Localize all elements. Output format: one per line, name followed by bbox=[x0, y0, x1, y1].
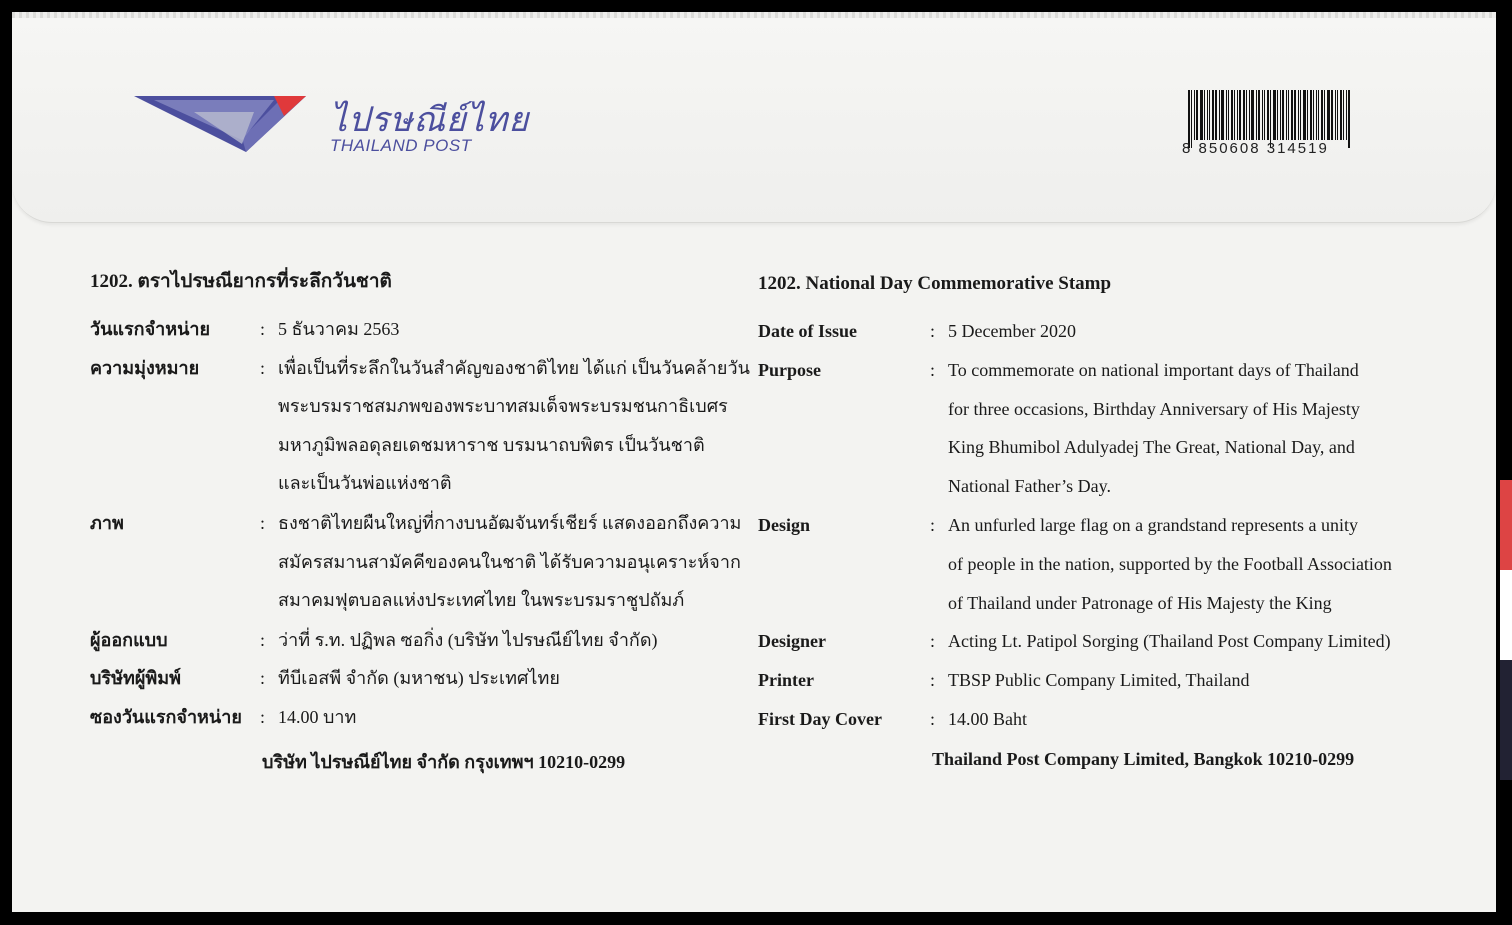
colon-separator: : bbox=[930, 359, 936, 380]
barcode-bar bbox=[1340, 90, 1342, 140]
detail-value-line: มหาภูมิพลอดุลยเดชมหาราช บรมนาถบพิตร เป็นวันชาติ bbox=[278, 434, 705, 455]
barcode-bar bbox=[1231, 90, 1233, 140]
detail-row bbox=[90, 504, 740, 620]
envelope-back bbox=[12, 12, 1496, 912]
barcode bbox=[1182, 90, 1360, 166]
detail-value bbox=[948, 661, 1448, 700]
detail-row bbox=[90, 698, 740, 737]
barcode-bar bbox=[1215, 90, 1217, 140]
barcode-bar bbox=[1228, 90, 1229, 140]
barcode-bar bbox=[1277, 90, 1278, 140]
detail-row bbox=[90, 659, 740, 698]
stamp-edge-strip bbox=[1500, 480, 1512, 780]
detail-value-line: An unfurled large flag on a grandstand represents a unity bbox=[948, 514, 1359, 535]
barcode-bar bbox=[1288, 90, 1289, 140]
envelope-flap bbox=[12, 12, 1496, 223]
barcode-bar bbox=[1273, 90, 1276, 140]
detail-value bbox=[278, 659, 740, 698]
barcode-bar bbox=[1303, 90, 1306, 140]
detail-value bbox=[948, 506, 1448, 622]
detail-value-line: ว่าที่ ร.ท. ปฏิพล ซอกิ่ง (บริษัท ไปรษณีย์ไทย จำกัด) bbox=[278, 629, 658, 650]
barcode-bar bbox=[1239, 90, 1241, 140]
detail-value-line: 5 ธันวาคม 2563 bbox=[278, 319, 400, 339]
flap-edge-texture bbox=[12, 12, 1496, 18]
thai-column bbox=[90, 262, 750, 776]
detail-value-line: ทีบีเอสพี จำกัด (มหาชน) ประเทศไทย bbox=[278, 668, 560, 689]
colon-separator: : bbox=[930, 708, 936, 729]
barcode-bar bbox=[1194, 90, 1195, 140]
barcode-bar bbox=[1212, 90, 1214, 140]
detail-label: ภาพ bbox=[90, 512, 124, 533]
barcode-bar bbox=[1316, 90, 1317, 140]
detail-value-line: Acting Lt. Patipol Sorging (Thailand Post Company Limited) bbox=[948, 631, 1391, 652]
detail-value-line: พระบรมราชสมภพของพระบาทสมเด็จพระบรมชนกาธิเบศร bbox=[278, 396, 728, 417]
colon-separator: : bbox=[930, 631, 936, 652]
detail-row bbox=[90, 621, 740, 660]
barcode-bar bbox=[1327, 90, 1330, 140]
barcode-bar bbox=[1298, 90, 1299, 140]
barcode-bar bbox=[1318, 90, 1319, 140]
detail-value-line: เพื่อเป็นที่ระลึกในวันสำคัญของชาติไทย ได้แก่ เป็นวันคล้ายวัน bbox=[278, 357, 750, 378]
detail-label: ความมุ่งหมาย bbox=[90, 357, 200, 378]
barcode-bar bbox=[1282, 90, 1284, 140]
barcode-number: 8 850608 314519 bbox=[1182, 140, 1329, 157]
detail-label: Date of Issue bbox=[758, 321, 857, 341]
detail-row bbox=[90, 349, 750, 503]
detail-value bbox=[278, 310, 740, 349]
detail-value bbox=[278, 504, 741, 620]
barcode-bar bbox=[1321, 90, 1323, 140]
detail-row bbox=[758, 506, 1448, 622]
detail-value-line: 14.00 บาท bbox=[278, 706, 357, 727]
thai-details bbox=[90, 310, 750, 737]
barcode-bar bbox=[1267, 90, 1269, 140]
detail-value-line: TBSP Public Company Limited, Thailand bbox=[948, 670, 1250, 691]
logo-english-text: THAILAND POST bbox=[330, 136, 472, 155]
barcode-bar bbox=[1310, 90, 1312, 140]
colon-separator: : bbox=[930, 514, 936, 535]
english-column bbox=[758, 264, 1448, 770]
barcode-bar bbox=[1196, 90, 1198, 140]
barcode-bar bbox=[1313, 90, 1314, 140]
barcode-bar bbox=[1307, 90, 1308, 140]
barcode-bar bbox=[1226, 90, 1227, 140]
detail-value bbox=[278, 349, 750, 503]
barcode-bar bbox=[1243, 90, 1245, 140]
barcode-bar bbox=[1262, 90, 1263, 140]
barcode-bars bbox=[1188, 90, 1360, 146]
detail-label: ซองวันแรกจำหน่าย bbox=[90, 706, 242, 727]
detail-label: บริษัทผู้พิมพ์ bbox=[90, 668, 181, 689]
thailand-post-wing-icon bbox=[134, 94, 314, 158]
detail-row bbox=[90, 310, 740, 349]
barcode-bar bbox=[1234, 90, 1235, 140]
barcode-bar bbox=[1280, 90, 1281, 140]
detail-row bbox=[758, 700, 1448, 739]
detail-value-line: สมาคมฟุตบอลแห่งประเทศไทย ในพระบรมราชูปถัมภ์ bbox=[278, 590, 685, 611]
detail-label: ผู้ออกแบบ bbox=[90, 629, 168, 650]
colon-separator: : bbox=[260, 629, 266, 650]
detail-value-line: 14.00 Baht bbox=[948, 708, 1027, 729]
colon-separator: : bbox=[260, 357, 266, 378]
detail-value-line: To commemorate on national important days of Thailand bbox=[948, 359, 1359, 380]
barcode-bar bbox=[1337, 90, 1338, 140]
detail-value-line: สมัครสมานสามัคคีของคนในชาติ ได้รับความอนุเคราะห์จาก bbox=[278, 551, 741, 572]
english-title: 1202. National Day Commemorative Stamp bbox=[758, 273, 1112, 294]
detail-value-line: for three occasions, Birthday Anniversary of His Majesty bbox=[948, 398, 1360, 419]
detail-value bbox=[278, 621, 740, 660]
colon-separator: : bbox=[930, 670, 936, 691]
colon-separator: : bbox=[260, 512, 266, 533]
barcode-bar bbox=[1251, 90, 1254, 140]
detail-value bbox=[948, 351, 1448, 506]
detail-value-line: King Bhumibol Adulyadej The Great, National Day, and bbox=[948, 437, 1355, 458]
barcode-bar bbox=[1291, 90, 1293, 140]
barcode-bar bbox=[1343, 90, 1344, 140]
barcode-bar bbox=[1200, 90, 1203, 140]
barcode-bar bbox=[1258, 90, 1260, 140]
detail-value bbox=[948, 312, 1448, 351]
detail-value bbox=[278, 698, 740, 737]
detail-value-line: of Thailand under Patronage of His Majesty the King bbox=[948, 592, 1332, 613]
detail-row bbox=[758, 622, 1448, 661]
colon-separator: : bbox=[260, 319, 266, 339]
detail-label: Purpose bbox=[758, 359, 821, 380]
barcode-bar bbox=[1264, 90, 1265, 140]
detail-label: First Day Cover bbox=[758, 708, 882, 729]
english-details bbox=[758, 312, 1448, 739]
barcode-bar bbox=[1221, 90, 1224, 140]
barcode-bar bbox=[1286, 90, 1287, 140]
barcode-bar bbox=[1331, 90, 1333, 140]
barcode-bar bbox=[1346, 90, 1347, 140]
detail-row bbox=[758, 312, 1448, 351]
detail-value bbox=[948, 622, 1448, 661]
colon-separator: : bbox=[260, 706, 266, 727]
detail-value-line: ธงชาติไทยผืนใหญ่ที่กางบนอัฒจันทร์เชียร์ แสดงออกถึงความ bbox=[278, 512, 742, 533]
barcode-bar bbox=[1207, 90, 1208, 140]
barcode-bar bbox=[1324, 90, 1325, 140]
barcode-bar bbox=[1219, 90, 1220, 140]
barcode-bar bbox=[1294, 90, 1296, 140]
detail-value bbox=[948, 700, 1448, 739]
barcode-bar bbox=[1246, 90, 1247, 140]
thailand-post-logo bbox=[134, 94, 530, 163]
detail-label: วันแรกจำหน่าย bbox=[90, 319, 211, 339]
detail-value-line: National Father’s Day. bbox=[948, 476, 1111, 497]
english-footer: Thailand Post Company Limited, Bangkok 10210-0299 bbox=[932, 748, 1355, 769]
thai-footer: บริษัท ไปรษณีย์ไทย จำกัด กรุงเทพฯ 10210-0299 bbox=[262, 751, 626, 772]
detail-label: Design bbox=[758, 514, 811, 535]
barcode-bar bbox=[1249, 90, 1250, 140]
barcode-bar bbox=[1204, 90, 1205, 140]
thai-title: 1202. ตราไปรษณียากรที่ระลึกวันชาติ bbox=[90, 271, 392, 292]
detail-value-line: of people in the nation, supported by the Football Association bbox=[948, 553, 1392, 574]
detail-label: Designer bbox=[758, 631, 826, 652]
detail-value-line: และเป็นวันพ่อแห่งชาติ bbox=[278, 473, 452, 494]
colon-separator: : bbox=[930, 321, 936, 341]
detail-row bbox=[758, 661, 1448, 700]
barcode-bar bbox=[1300, 90, 1301, 140]
detail-row bbox=[758, 351, 1448, 506]
barcode-bar bbox=[1237, 90, 1238, 140]
barcode-bar bbox=[1335, 90, 1336, 140]
detail-value-line: 5 December 2020 bbox=[948, 321, 1076, 341]
logo-thai-text: ไปรษณีย์ไทย bbox=[330, 100, 530, 140]
detail-label: Printer bbox=[758, 670, 814, 691]
barcode-bar bbox=[1209, 90, 1210, 140]
colon-separator: : bbox=[260, 668, 266, 689]
barcode-bar bbox=[1256, 90, 1257, 140]
